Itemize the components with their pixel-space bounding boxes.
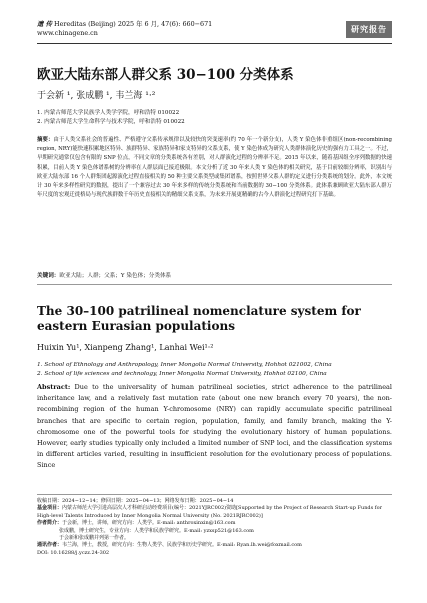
cofirst-note: 于会新和张成鹏并列第一作者。	[59, 535, 130, 542]
affiliations-english	[37, 361, 332, 379]
title-chinese: 欧亚大陆东部人群父系 30−100 分类体系	[37, 67, 294, 83]
authors-english: Huixin Yu¹, Xianpeng Zhang¹, Lanhai Wei¹·²	[37, 343, 214, 352]
funding-text: 内蒙古师范大学引进高层次人才科研启动经费项目(编号：2021YJRC002)资助[Supported by the Project of Research Start-up Funds for High-level Talents Introduced by Inner Mongolia Normal University (No. 2021RJRC002)]	[37, 505, 383, 519]
keywords-chinese	[37, 271, 392, 279]
abstract-english	[37, 382, 392, 472]
author-info-line	[37, 520, 392, 527]
keywords-text-zh: 欧亚大陆；人群；父系；Y 染色体；分类体系	[59, 273, 172, 279]
author-2-info: 张成鹏，博士研究生，专业方向：人类学和民族学研究。E-mail: yzxsp521@163.com	[59, 527, 254, 534]
authors-chinese: 于会新 ¹, 张成鹏 ¹, 韦兰海 ¹·²	[37, 91, 156, 101]
funding-line	[37, 505, 392, 520]
corresponding-label: 通讯作者：	[37, 542, 63, 549]
abstract-label-zh: 摘要：	[37, 137, 54, 143]
affiliations-chinese	[37, 109, 185, 127]
affiliation-1-zh: 1. 内蒙古师范大学民族学人类学学院，呼和浩特 010022	[37, 110, 180, 116]
abstract-text-zh: 由于人类父系社会的普遍性、严格遵守父系传承规律以及较快的突变速率(约 70 年一个新分支)，人类 Y 染色体非重组区(non-recombining region, NRY)能快速积累地区特异、族群特异、家族特异和家支特异的父系支系，使 Y 染色体成为研究人类群体演化历史的强有力工具之一。不过，早期研究通常仅包含有限的 SNP 位点，不同文章的分类系统各有差别，对人群演化过程的分辨率不足。2015 年以来，随着基因组全序列数据的快速积累，目前人类 Y 染色体谱系树的分辨率在人群层面已接近极限。本文分析了近 30 年来人类 Y 染色体的相关研究，基于目前较细分辨率，识别出与欧亚大陆东部 16 个人群集团起源演化过程直接相关的 50 种主要父系类型或集团谱系，按照世界父系人群的定义进行分类系统的划分。此外，本文统计 30 年来多样性研究的数据，提出了一个兼容过去 30 年来多样的传统分类系统和当前数据的 30−100 分类体系。此体系兼顾欧亚大陆东部人群万年尺度的宏观迁徙格局与现代族群数千年历史直接相关的精细父系支系，为未来开展更精确的古今人群演化过程研究打下基础。	[37, 137, 393, 199]
affiliation-1-en: 1. School of Ethnology and Anthropology, Inner Mongolia Normal University, Hohhot 021002, China	[37, 362, 332, 368]
journal-url[interactable]: www.chinagene.cn	[37, 28, 98, 37]
footer-divider	[37, 494, 392, 495]
funding-label: 基金项目：	[37, 505, 63, 512]
journal-name: 遗 传	[37, 20, 53, 28]
author-info-label: 作者简介：	[37, 520, 63, 527]
journal-issue: Hereditas (Beijing) 2025 年 6 月, 47(6): 660−671	[52, 20, 213, 28]
affiliation-2-en: 2. School of life sciences and technology, Inner Mongolia Normal University, Hohhot 02100, China	[37, 371, 327, 377]
header-divider	[37, 43, 392, 44]
keywords-label-zh: 关键词：	[37, 273, 60, 279]
journal-header	[37, 20, 392, 37]
abstract-chinese	[37, 136, 392, 200]
affiliation-2-zh: 2. 内蒙古师范大学生命科学与技术学院，呼和浩特 010022	[37, 119, 185, 125]
doi[interactable]: DOI: 10.16288/j.yczz.24-302	[37, 549, 110, 556]
corresponding-line	[37, 542, 392, 549]
corresponding-text: 韦兰海，博士，教授，研究方向：生物人类学、民族学和历史学研究。E-mail: Ryan.lh.wei@foxmail.com	[62, 542, 302, 549]
dates-line: 收稿日期：2024−12−14；修回日期：2025−04−13；网络发布日期：2025−04−14	[37, 498, 234, 504]
footnotes	[37, 498, 392, 557]
section-tag: 研究报告	[346, 21, 392, 38]
abstract-text-en: Due to the universality of human patrilineal societies, strict adherence to the patrilineal inheritance law, and a relatively fast mutation rate (about one new branch every 70 years), the non-recombining region of the human Y-chromosome (NRY) can rapidly accumulate specific patrilineal branches that are specific to certain region, population, family, and family branch, making the Y-chromosome one of the powerful tools for studying the evolutionary history of human populations. However, early studies typically only included a limited number of SNP loci, and the classification systems in different articles varied, resulting in insufficient resolution for the evolutionary process of populations. Since	[37, 383, 392, 470]
journal-citation	[37, 20, 392, 29]
section-divider	[37, 284, 392, 285]
author-1-info: 于会新，博士，讲师，研究方向：人类学。E-mail: anthroxinxin@163.com	[62, 520, 236, 527]
abstract-label-en: Abstract:	[37, 383, 71, 391]
title-english: The 30–100 patrilineal nomenclature system for eastern Eurasian populations	[37, 304, 361, 333]
